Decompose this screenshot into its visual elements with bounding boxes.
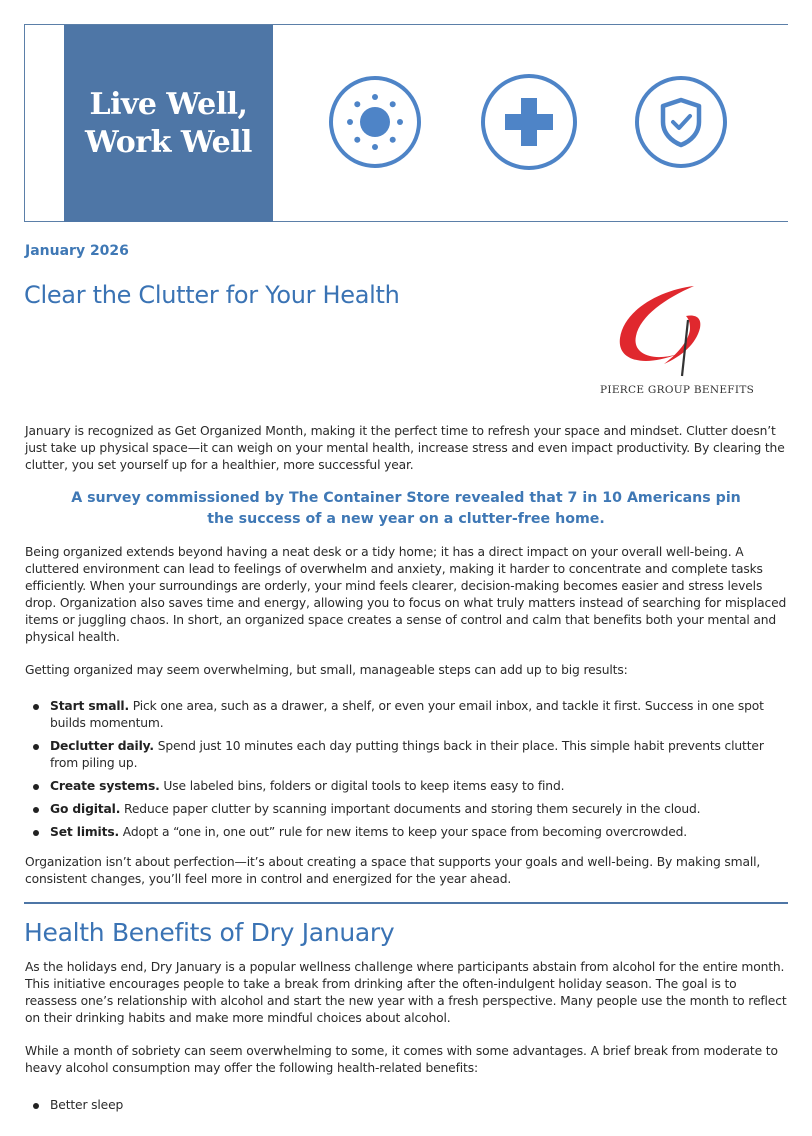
article-title-dry-january: Health Benefits of Dry January <box>24 918 395 947</box>
article-title-clutter: Clear the Clutter for Your Health <box>24 281 400 309</box>
clutter-intro: January is recognized as Get Organized Month, making it the perfect time to refresh your space and mindset. Clutter doesn’t just take up physical space—it can weigh on your mental health, increase stress and even impact productivity. By clearing the clutter, you set yourself up for a healthier, more successful year. <box>25 424 785 472</box>
clutter-paragraph-2: Being organized extends beyond having a neat desk or a tidy home; it has a direct impact on your overall well-being. A cluttered environment can lead to feelings of overwhelm and anxiety, making it harder to concentrate and complete tasks efficiently. When your surroundings are orderly, your mind feels clearer, decision-making becomes easier and stress levels drop. Organization also saves time and energy, allowing you to focus on what truly matters instead of searching for misplaced items or juggling chaos. In short, an organized space creates a sense of control and calm that benefits both your mental and physical health. <box>25 545 787 644</box>
clutter-pull-quote: A survey commissioned by The Container Store revealed that 7 in 10 Americans pin the success of a new year on a clutter-free home. <box>71 490 741 527</box>
header-banner <box>24 24 788 222</box>
clutter-closing: Organization isn’t about perfection—it’s about creating a space that supports your goals and well-being. By making small, consistent changes, you’ll feel more in control and energized for the year ahead. <box>25 855 761 886</box>
list-item: Create systems. Use labeled bins, folders or digital tools to keep items easy to find. <box>25 778 787 795</box>
dry-january-paragraph-1: As the holidays end, Dry January is a popular wellness challenge where participants abstain from alcohol for the entire month. This initiative encourages people to take a break from drinking after the often-indulgent holiday season. The goal is to reassess one’s relationship with alcohol and start the new year with a fresh perspective. Many people use the month to reflect on their drinking habits and make more mindful choices about alcohol. <box>25 960 787 1025</box>
shield-check-icon <box>635 76 727 168</box>
newsletter-title: Live Well, Work Well <box>85 86 252 160</box>
list-item: Declutter daily. Spend just 10 minutes each day putting things back in their place. This simple habit prevents clutter from piling up. <box>25 738 787 772</box>
list-item: Go digital. Reduce paper clutter by scanning important documents and storing them securely in the cloud. <box>25 801 787 818</box>
clutter-tips-list <box>25 698 787 847</box>
list-item: Set limits. Adopt a “one in, one out” rule for new items to keep your space from becoming overcrowded. <box>25 824 787 841</box>
newsletter-title-block <box>64 25 273 222</box>
list-item: Better sleep <box>25 1097 787 1114</box>
medical-cross-icon <box>481 74 577 170</box>
issue-date: January 2026 <box>25 243 129 259</box>
section-divider <box>24 902 788 904</box>
dry-january-benefits-list <box>25 1097 787 1120</box>
logo-text: PIERCE GROUP BENEFITS <box>600 384 755 396</box>
clutter-paragraph-3: Getting organized may seem overwhelming, but small, manageable steps can add up to big results: <box>25 663 628 677</box>
list-item: Start small. Pick one area, such as a drawer, a shelf, or even your email inbox, and tackle it first. Success in one spot builds momentum. <box>25 698 787 732</box>
dry-january-paragraph-2: While a month of sobriety can seem overwhelming to some, it comes with some advantages. A brief break from moderate to heavy alcohol consumption may offer the following health-related benefits: <box>25 1044 778 1075</box>
sun-icon <box>329 76 421 168</box>
